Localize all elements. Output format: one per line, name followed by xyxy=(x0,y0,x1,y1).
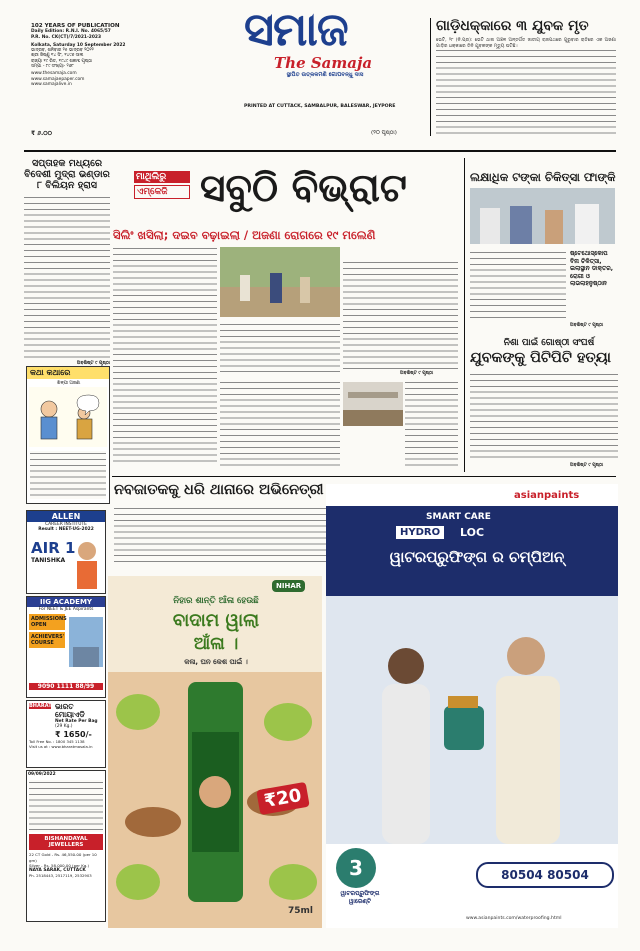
right-story1-headline[interactable]: ଲକ୍ଷାଧିକ ଟଙ୍କା ଚିକିତ୍ସା ଫାଙ୍କି xyxy=(470,170,616,184)
founder-tagline: ସ୍ଥାପିତ ଉତ୍କଳମଣି ଗୋପବନ୍ଧୁ ଦାସ xyxy=(286,72,364,78)
asian-warranty: ୱାଟରପ୍ରୁଫିଙ୍ଗ ୱାରେଣ୍ଟି xyxy=(340,890,380,905)
odia-date-3: ରାଜ୍ୟା ୧୯ ରିତ, ୧୯୪୯ ଶକାବ୍ଦ ପୃଷ୍ଠା xyxy=(31,58,92,64)
jewellers-rate-table xyxy=(29,780,103,832)
asian-years: 3 xyxy=(336,848,376,888)
cartoon-title: କଥା କଥାରେ xyxy=(27,367,109,379)
price-label: ₹ ୬.୦୦ xyxy=(31,130,52,137)
bharat-brand: BHARAT xyxy=(29,703,52,709)
asian-celebrities-photo xyxy=(326,596,618,844)
right-story1-side: ଷ୍ଟେଥୋସ୍କୋପ ବିନା ଚିକିତ୍ସା, ଇଲାସ୍ଥାନ ଡାକ୍ତର, ରୋଗୀ ଓ ଲାଭଲାହନୁଷ୍ଠାନ xyxy=(570,250,614,287)
nihar-odia-1: ନିହାର ଶାନ୍ତି ଆଁଳା ହେଉଛି xyxy=(173,596,259,606)
asian-product-1: SMART CARE xyxy=(426,512,491,522)
bharat-rate: Net Rate Per Bag xyxy=(55,719,98,724)
asian-product-3: LOC xyxy=(460,526,485,539)
pages-label: (୨୦ ପୃଷ୍ଠା) xyxy=(371,130,397,136)
odia-date-2: ଶ୍ରୀ ଜିଷ୍ଣୁ ୧୪ ସିଂ, ୧୪୯୬ ସାଲ xyxy=(31,53,84,59)
left-story-body xyxy=(24,195,110,360)
iig-ad[interactable] xyxy=(26,596,106,698)
lead-col-2 xyxy=(220,322,340,372)
jewellers-silver: Silver - Rs. 58,000.00 (per Kg.) xyxy=(29,862,90,868)
right-story1-body xyxy=(470,250,566,320)
date-line: Kolkata, Saturday 10 September 2022 xyxy=(31,42,126,48)
lead-photo-2 xyxy=(343,382,403,426)
website-2[interactable]: www.samajaepaper.com xyxy=(31,76,85,82)
cartoon-text xyxy=(30,451,106,499)
allen-air: AIR 1 xyxy=(31,538,76,557)
lead-kicker-1: ମାଥିଲିରୁ xyxy=(134,171,190,183)
left-story-headline[interactable]: ସପ୍ତାହକ ମଧ୍ୟରେ ବିଦେଶୀ ମୁଦ୍ରା ଭଣ୍ଡାର ୮ ବିଲିୟନ ହ୍ରାସ xyxy=(24,158,110,191)
lead-kicker-2: ଏମ୍‌କେଜି xyxy=(134,185,190,199)
printed-at: PRINTED AT CUTTACK, SAMBALPUR, BALESWAR, JEYPORE xyxy=(244,104,396,109)
lead-subhead[interactable]: ସିଲିଂ ଖସିଲା; ଦଇବ ବଢ଼ାଇଲା / ଅଜଣା ରୋଗରେ ୧୯ ମଲେଣି xyxy=(113,228,376,242)
jewellers-ad[interactable] xyxy=(26,770,106,922)
jewellers-brand: BISHANDAYAL JEWELLERS xyxy=(29,834,103,850)
left-story-jump[interactable]: ଅବଶିଷ୍ଟ ୯ ପୃଷ୍ଠା xyxy=(76,361,110,366)
bharat-toll: Toll Free No. : 1800 345 1138 xyxy=(29,738,85,744)
jewellers-date: 09/09/2022 xyxy=(28,772,56,777)
nihar-odia-3: ଆଁଳା । xyxy=(193,634,239,654)
iig-photo xyxy=(69,617,103,667)
asian-headline: ୱାଟରପ୍ରୁଫିଙ୍ଗ ର ଚମ୍ପିଅନ୍ xyxy=(389,548,565,566)
lead-col-3 xyxy=(343,260,458,370)
allen-tag: CAREER INSTITUTE xyxy=(45,522,87,527)
left-story xyxy=(24,158,110,366)
allen-name: TANISHKA xyxy=(31,556,66,564)
lead-jump[interactable]: ଅବଶିଷ୍ଟ ୯ ପୃଷ୍ଠା xyxy=(400,371,434,376)
lead-photo-1 xyxy=(220,247,340,317)
asian-web[interactable]: www.asianpaints.com/waterproofing.html xyxy=(466,916,562,921)
lead-col-1 xyxy=(113,246,217,466)
odia-date-1: ଭାଦ୍ରବ, ଶନିବାର ୨୫ ଭାଦ୍ରବ ୨୦୨୨ xyxy=(31,48,94,54)
right-column-rule xyxy=(464,158,465,472)
years-label: 102 YEARS OF PUBLICATION xyxy=(31,23,120,29)
asian-brand: asianpaints xyxy=(514,490,580,501)
bharat-price: ₹ 1650/- xyxy=(55,729,92,739)
cartoon-box xyxy=(26,366,110,504)
iig-brand: IIG ACADEMY xyxy=(27,597,105,607)
top-story-intro: ଭେଟି, ୨୮ (ନି.ପ୍ର): ଭେଟି ଥାନା ଅଞ୍ଚଳ ଅନ୍ତର୍ଗତ ଜାତୀୟ ରାଜପଥରେ ଗୁରୁବାର ରାତିରେ ଏକ ଅଜଣା ଗାଡ଼ିର ଧକ୍କାରେ ତିନି ଯୁବକଙ୍କ ମୃତ୍ୟୁ ଘଟିଛି। xyxy=(436,38,616,49)
cartoon-illustration xyxy=(29,387,107,447)
lead-headline[interactable]: ସବୁଠି ବିଭ୍ରାଟ xyxy=(200,166,407,211)
lead-col-5 xyxy=(405,380,458,468)
bharat-weight: (29 Kg.) xyxy=(55,724,73,730)
website-1[interactable]: www.thesamaja.com xyxy=(31,71,77,77)
cartoon-caption: ଶିଳ୍ପୀ ଅଜଣା xyxy=(57,381,81,386)
edition-label: Daily Edition: R.N.I. No. 4065/57 xyxy=(31,29,111,35)
masthead-left-info xyxy=(31,24,231,87)
bottom-rule xyxy=(112,476,616,477)
masthead-logo xyxy=(238,2,388,72)
iig-phone: 9090 1111 88/99 xyxy=(29,683,103,690)
jewellers-gold: 22 CT Gold - Rs. 46,550.00 (per 10 gm) xyxy=(29,852,97,863)
logo-english: The Samaja xyxy=(274,54,373,72)
iig-box2: ACHIEVERS' COURSE xyxy=(31,634,65,647)
right-story1-photo xyxy=(470,188,615,244)
allen-brand: ALLEN xyxy=(27,511,105,522)
jewellers-phone: Ph. 2518443, 2517119, 2532903 xyxy=(29,873,92,879)
nihar-odia-4: କଳା, ଘନ କେଶ ପାଇଁ । xyxy=(184,658,248,666)
nihar-ad[interactable] xyxy=(108,576,322,928)
bharat-odia: ଭାରତ ମୋୟାଏଡି xyxy=(55,702,85,719)
logo-odia: ସମାଜ xyxy=(244,2,348,56)
lead-col-4 xyxy=(220,380,340,468)
nihar-offer: ₹20 xyxy=(256,782,309,815)
right-story1-jump[interactable]: ଅବଶିଷ୍ଟ ୯ ପୃଷ୍ଠା xyxy=(570,323,604,328)
masthead-rule xyxy=(24,150,616,152)
allen-ad[interactable] xyxy=(26,510,106,594)
bharat-ad[interactable] xyxy=(26,700,106,768)
website-3[interactable]: www.samajalive.in xyxy=(31,81,72,87)
iig-sub: For NEET & JEE Aspirants xyxy=(38,607,94,612)
asian-product-2: HYDRO xyxy=(396,526,444,539)
nihar-brand: NIHAR xyxy=(272,580,305,592)
right-story2-kicker: ନିଶା ପାଇଁ ଗୋଷ୍ଠୀ ସଂଘର୍ଷ xyxy=(503,338,595,348)
bottom-story-headline[interactable]: ନବଜାତକକୁ ଧରି ଥାନାରେ ଅଭିନେତ୍ରୀ xyxy=(114,482,324,498)
top-story-body xyxy=(436,48,616,138)
top-story-headline[interactable]: ଗାଡ଼ିଧକ୍କାରେ ୩ ଯୁବକ ମୃତ xyxy=(436,18,589,34)
right-story2-body xyxy=(470,372,618,460)
top-story xyxy=(436,18,616,138)
allen-student-photo xyxy=(73,539,101,589)
asian-paints-ad[interactable] xyxy=(326,484,618,928)
nihar-odia-2: ବାଦାମ ୱାଲା xyxy=(172,610,260,631)
asian-phone[interactable]: 80504 80504 xyxy=(476,862,614,888)
iig-box1: ADMISSIONS OPEN xyxy=(31,616,67,629)
bharat-web: Visit us at : www.bharatmasala.in xyxy=(29,743,93,749)
masthead-divider xyxy=(430,18,431,136)
right-story2-headline[interactable]: ଯୁବକଙ୍କୁ ପିଟିପିଟି ହତ୍ୟା xyxy=(470,350,611,366)
nihar-size: 75ml xyxy=(288,906,313,916)
pr-number: P.R. No. CK(CT)/7/2021-2023 xyxy=(31,34,102,40)
right-story2-jump[interactable]: ଅବଶିଷ୍ଟ ୯ ପୃଷ୍ଠା xyxy=(570,463,604,468)
jewellers-address: NAYA SARAK, CUTTACK xyxy=(29,868,86,874)
odia-date-4: ସମ୍ପା - ୮୯ ସଂଖ୍ୟା- ୨୬୮ xyxy=(31,64,74,70)
lead-kicker xyxy=(134,171,190,213)
allen-result: Result : NEET-UG-2022 xyxy=(38,527,94,533)
